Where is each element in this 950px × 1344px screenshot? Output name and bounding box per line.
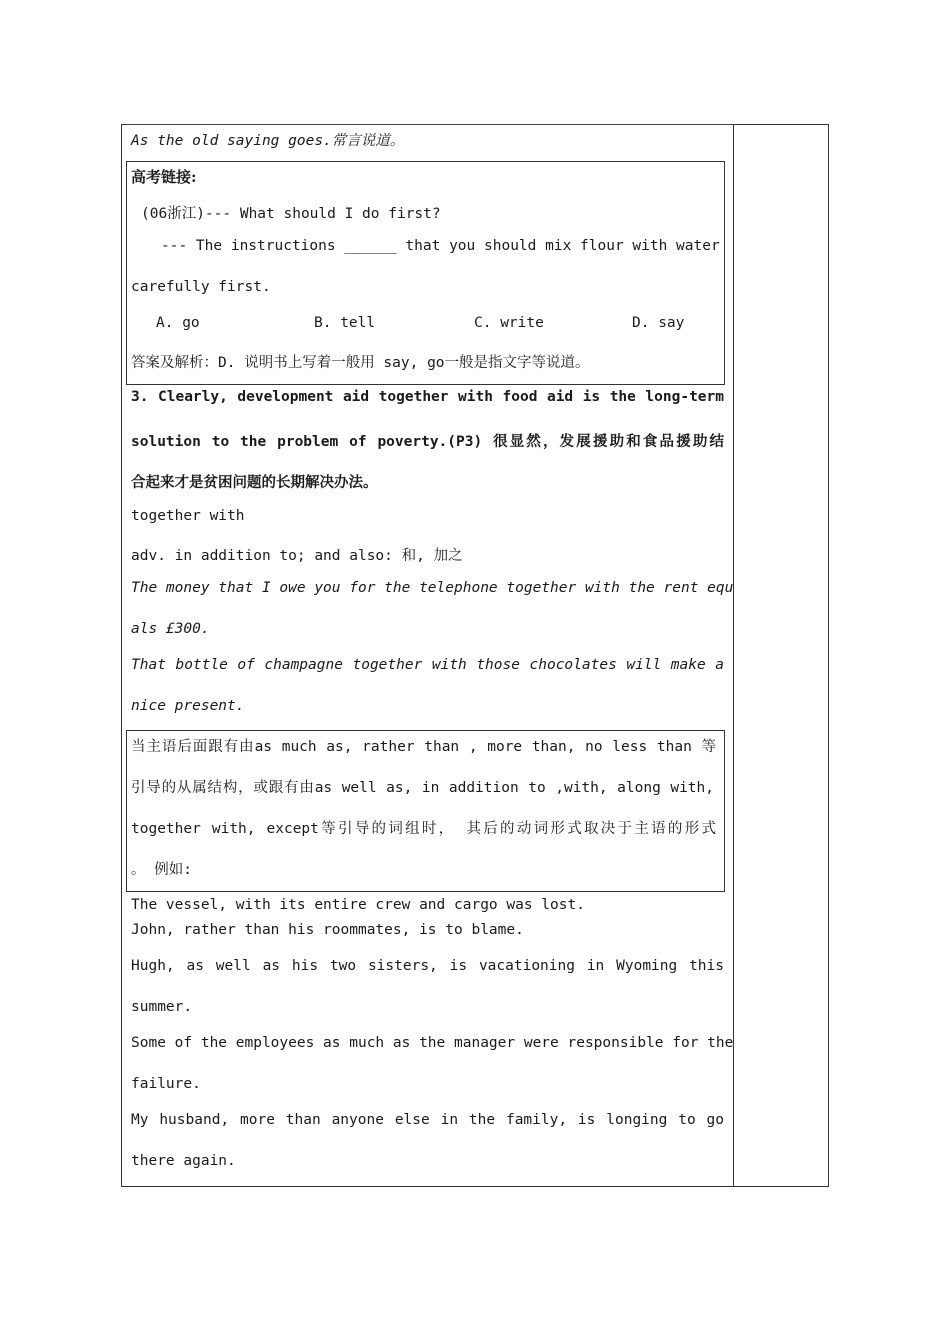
column-divider <box>733 124 734 1187</box>
example1-line1: The money that I owe you for the telephone together with the rent equ <box>131 580 734 596</box>
example-john: John, rather than his roommates, is to blame. <box>131 922 524 938</box>
point3-line3: 合起来才是贫困问题的长期解决办法。 <box>131 475 378 491</box>
option-a: A. go <box>156 315 200 331</box>
example-employees-line1: Some of the employees as much as the manager were responsible for the <box>131 1035 734 1051</box>
point3-line1: 3. Clearly, development aid together with food aid is the long-term <box>131 389 724 405</box>
exam-explanation: 答案及解析：D. 说明书上写着一般用 say, go一般是指文字等说道。 <box>131 355 590 371</box>
rule-line1: 当主语后面跟有由as much as, rather than , more than, no less than 等 <box>131 739 716 755</box>
phrase-together-with: together with <box>131 508 245 524</box>
example2-line2: nice present. <box>131 698 245 714</box>
example-employees-line2: failure. <box>131 1076 201 1092</box>
example2-line1: That bottle of champagne together with those chocolates will make a <box>131 657 724 673</box>
example-hugh-line1: Hugh, as well as his two sisters, is vacationing in Wyoming this <box>131 958 724 974</box>
option-d: D. say <box>632 315 685 331</box>
exam-link-heading: 高考链接: <box>131 168 197 186</box>
rule-line3: together with, except等引导的词组时， 其后的动词形式取决于主语的形式 <box>131 821 716 837</box>
option-c: C. write <box>474 315 544 331</box>
rule-line2: 引导的从属结构，或跟有由as well as, in addition to ,with, along with, <box>131 780 714 796</box>
example1-line2: als £300. <box>131 621 210 637</box>
exam-answer-line2: carefully first. <box>131 279 271 295</box>
example-husband-line1: My husband, more than anyone else in the family, is longing to go <box>131 1112 724 1128</box>
exam-answer-line1: --- The instructions ______ that you should mix flour with water <box>161 238 720 254</box>
dotted-divider <box>126 124 733 125</box>
example-vessel: The vessel, with its entire crew and cargo was lost. <box>131 897 585 913</box>
phrase-definition: adv. in addition to; and also: 和, 加之 <box>131 548 463 564</box>
point3-line2: solution to the problem of poverty.(P3) 很显然，发展援助和食品援助结 <box>131 434 724 450</box>
example-husband-line2: there again. <box>131 1153 236 1169</box>
rule-line4: 。 例如: <box>131 862 192 878</box>
saying-text: As the old saying goes.常言说道。 <box>131 133 405 149</box>
example-hugh-line2: summer. <box>131 999 193 1015</box>
exam-question: (06浙江)--- What should I do first? <box>141 206 441 222</box>
option-b: B. tell <box>314 315 376 331</box>
